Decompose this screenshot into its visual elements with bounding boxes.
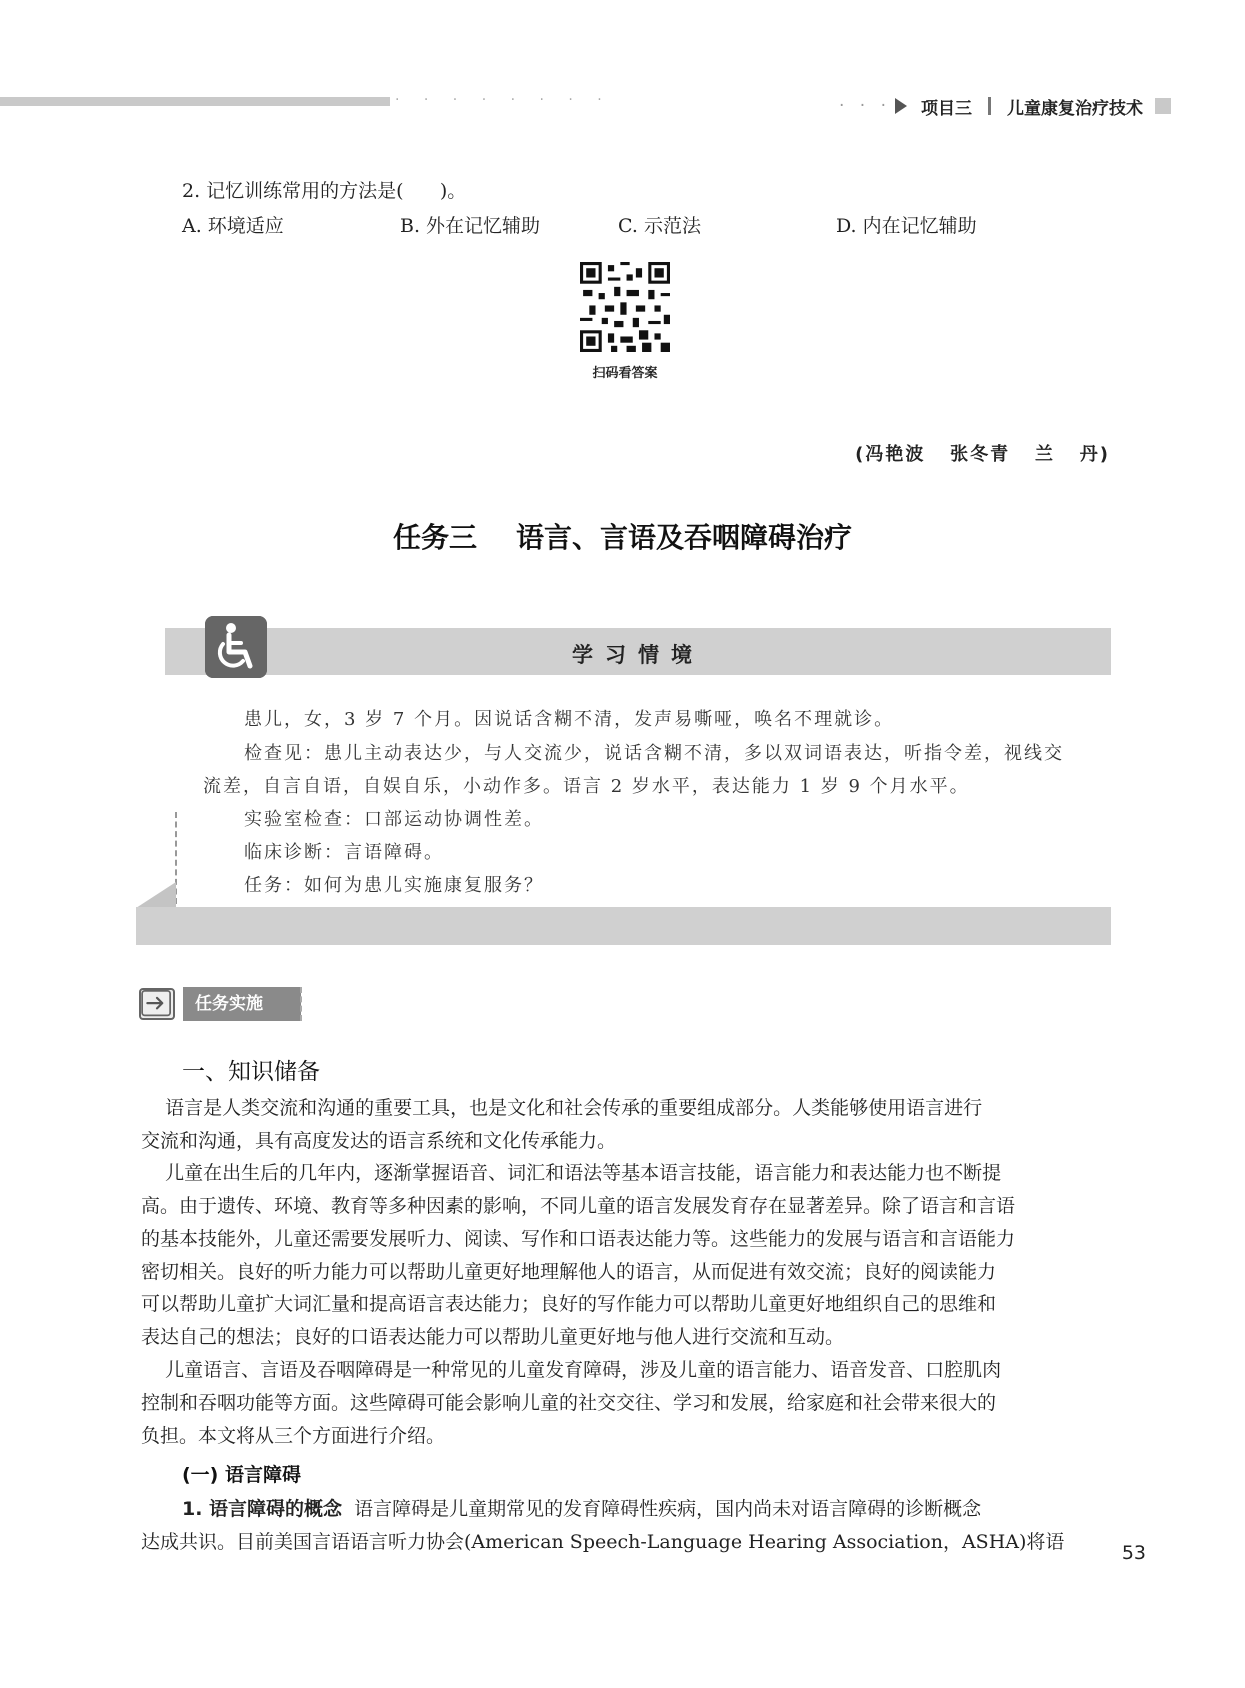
paragraph-line: 控制和吞咽功能等方面。这些障碍可能会影响儿童的社交交往、学习和发展，给家庭和社会带来很大的 (141, 1392, 997, 1414)
header-dots: · · · · · · · · (395, 92, 612, 108)
running-header (839, 94, 1171, 118)
wheelchair-icon (205, 616, 267, 678)
concept-line (182, 1494, 981, 1521)
paragraph-line: 的基本技能外，儿童还需要发展听力、阅读、写作和口语表达能力等。这些能力的发展与语言和言语能力 (141, 1228, 1016, 1250)
situation-line: 检查见：患儿主动表达少，与人交流少，说话含糊不清，多以双词语表达，听指令差，视线交 (244, 743, 1064, 764)
situation-line: 任务：如何为患儿实施康复服务？ (244, 875, 544, 896)
task-badge: 任务实施 (183, 987, 301, 1021)
option-d: D. 内在记忆辅助 (836, 215, 977, 237)
header-lead-dots: · · · (838, 96, 891, 116)
learning-situation-title: 学习情境 (572, 643, 704, 667)
option-c: C. 示范法 (618, 215, 701, 237)
enter-arrow-icon (139, 988, 175, 1020)
authors: (冯艳波 张冬青 兰 丹) (855, 444, 1110, 465)
option-b: B. 外在记忆辅助 (400, 215, 541, 237)
square-icon (1155, 98, 1171, 114)
paragraph-line: 语言是人类交流和沟通的重要工具，也是文化和社会传承的重要组成部分。人类能够使用语言进行 (141, 1097, 983, 1119)
paragraph-line: 儿童语言、言语及吞咽障碍是一种常见的儿童发育障碍，涉及儿童的语言能力、语音发音、口腔肌肉 (141, 1359, 1002, 1381)
arrow-right-icon (895, 98, 907, 114)
paragraph-line: 可以帮助儿童扩大词汇量和提高语言表达能力；良好的写作能力可以帮助儿童更好地组织自己的思维和 (141, 1293, 997, 1315)
paragraph-line: 密切相关。良好的听力能力可以帮助儿童更好地理解他人的语言，从而促进有效交流；良好的阅读能力 (141, 1261, 997, 1283)
section-heading: 一、知识储备 (182, 1059, 320, 1085)
situation-line: 患儿，女，3 岁 7 个月。因说话含糊不清，发声易嘶哑，唤名不理就诊。 (244, 709, 895, 730)
page-title: 任务三 语言、言语及吞咽障碍治疗 (393, 521, 852, 554)
corner-decoration (136, 882, 176, 908)
header-chapter: 儿童康复治疗技术 (1007, 98, 1143, 119)
subheading: (一) 语言障碍 (182, 1464, 301, 1486)
paragraph-line: 高。由于遗传、环境、教育等多种因素的影响，不同儿童的语言发展发育存在显著差异。除了语言和言语 (141, 1195, 1016, 1217)
question-stem: 2. 记忆训练常用的方法是( )。 (182, 180, 467, 202)
header-bar (0, 97, 390, 106)
qr-caption: 扫码看答案 (592, 366, 658, 381)
situation-line: 实验室检查：口部运动协调性差。 (244, 809, 544, 830)
paragraph-line: 负担。本文将从三个方面进行介绍。 (141, 1425, 446, 1447)
header-separator (988, 97, 991, 115)
concept-line-2: 达成共识。目前美国言语语言听力协会(American Speech-Language Hearing Association，ASHA)将语 (141, 1531, 1065, 1553)
concept-text: 语言障碍是儿童期常见的发育障碍性疾病，国内尚未对语言障碍的诊断概念 (342, 1498, 982, 1520)
paragraph-line: 表达自己的想法；良好的口语表达能力可以帮助儿童更好地与他人进行交流和互动。 (141, 1326, 845, 1348)
paragraph-line: 儿童在出生后的几年内，逐渐掌握语音、词汇和语法等基本语言技能，语言能力和表达能力也不断提 (141, 1162, 1002, 1184)
situation-line: 流差，自言自语，自娱自乐，小动作多。语言 2 岁水平，表达能力 1 岁 9 个月水平。 (203, 776, 970, 797)
learning-situation-footer-band (136, 907, 1111, 945)
badge-edge (300, 987, 302, 1021)
qr-code-icon[interactable] (580, 262, 670, 352)
concept-label: 1. 语言障碍的概念 (182, 1498, 343, 1520)
paragraph-line: 交流和沟通，具有高度发达的语言系统和文化传承能力。 (141, 1130, 617, 1152)
option-a: A. 环境适应 (182, 215, 284, 237)
header-project: 项目三 (921, 98, 972, 119)
situation-line: 临床诊断：言语障碍。 (244, 842, 444, 863)
page-number: 53 (1121, 1542, 1146, 1564)
